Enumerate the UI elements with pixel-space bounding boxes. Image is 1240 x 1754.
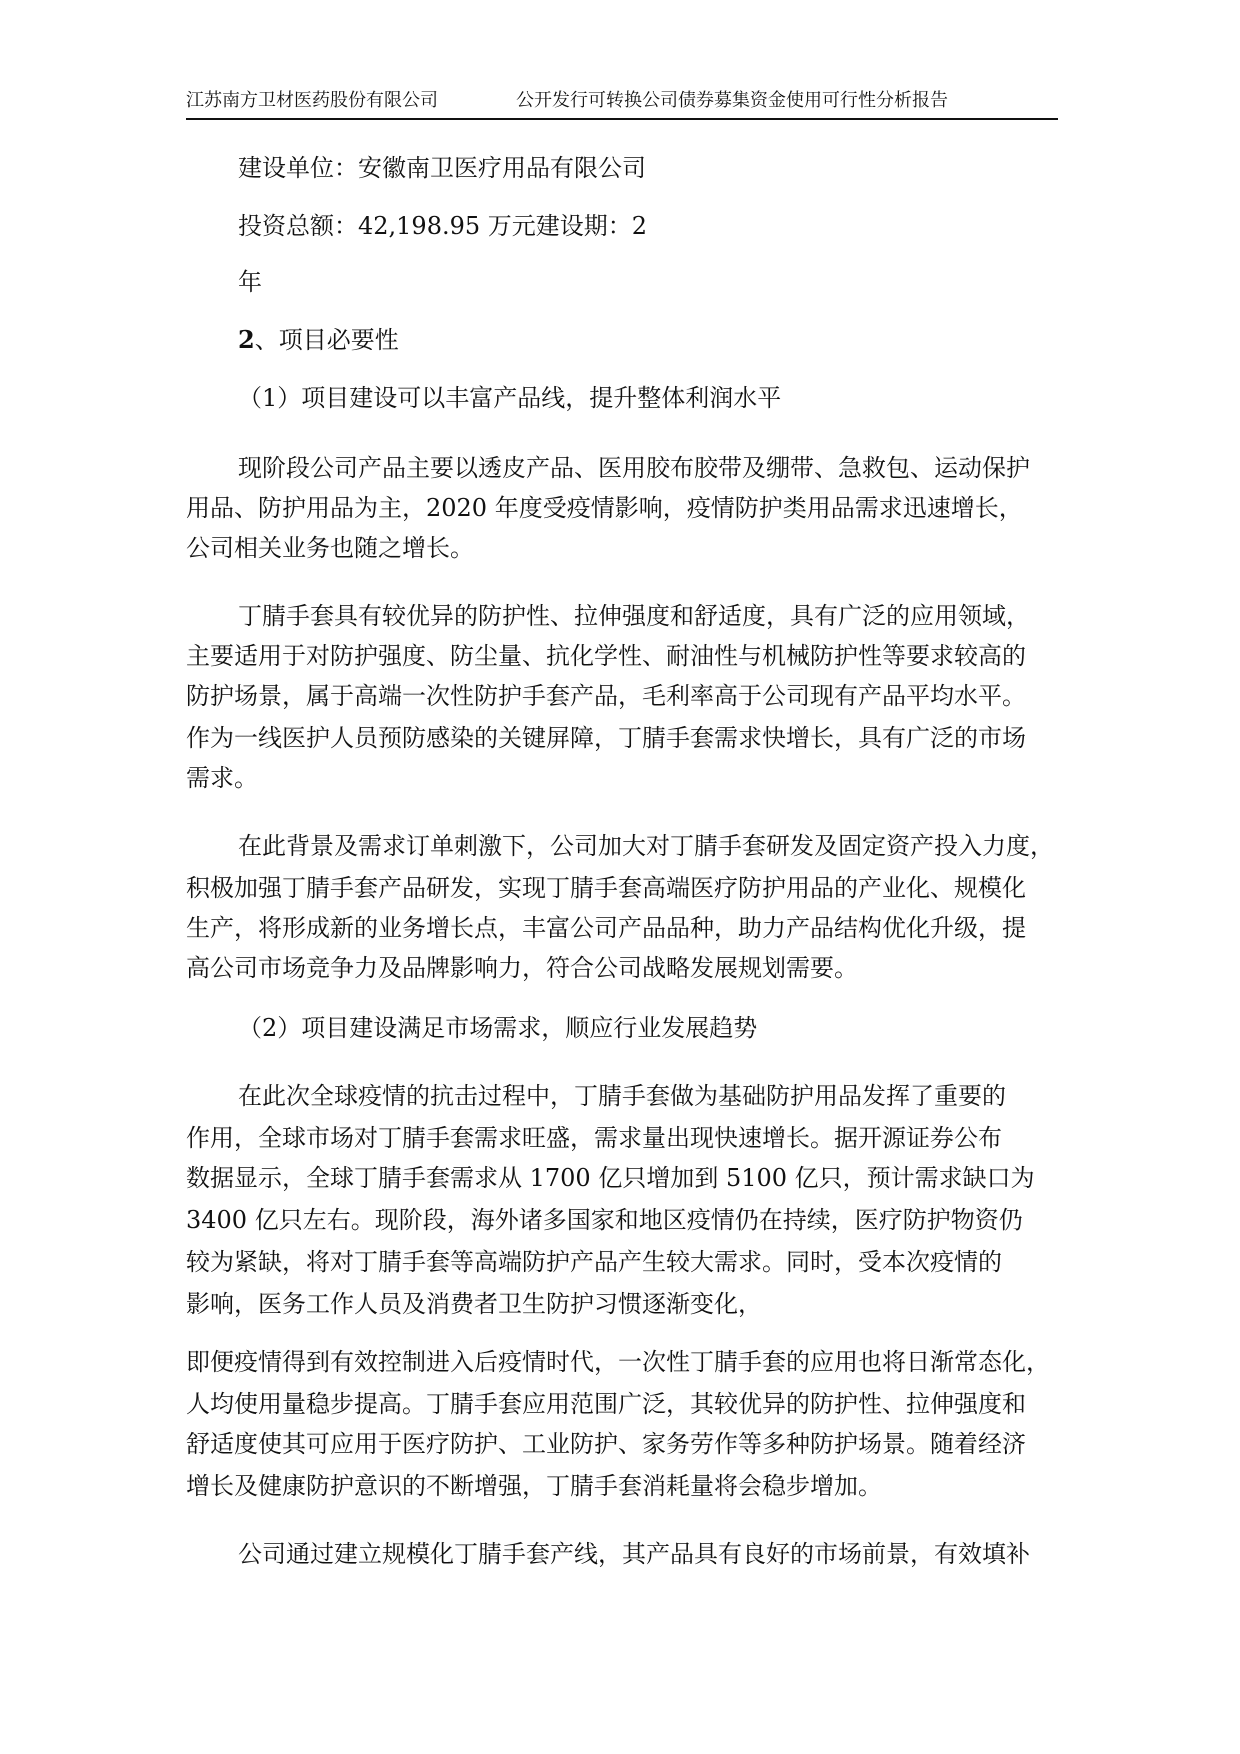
paragraph-5-line-4: 增长及健康防护意识的不断增强，丁腈手套消耗量将会稳步增加。 [186, 1472, 882, 1500]
section-title: 、项目必要性 [254, 326, 399, 354]
paragraph-3-line-3: 生产，将形成新的业务增长点，丰富公司产品品种，助力产品结构优化升级，提 [186, 914, 1026, 942]
period-unit-line: 年 [238, 268, 262, 296]
subsection-heading-1: （1）项目建设可以丰富产品线，提升整体利润水平 [238, 384, 782, 412]
paragraph-1-line-1: 现阶段公司产品主要以透皮产品、医用胶布胶带及绷带、急救包、运动保护 [238, 454, 1030, 482]
section-heading [238, 324, 399, 356]
paragraph-1-line-3: 公司相关业务也随之增长。 [186, 534, 474, 562]
builder-line: 建设单位：安徽南卫医疗用品有限公司 [238, 154, 646, 182]
paragraph-2-line-1: 丁腈手套具有较优异的防护性、拉伸强度和舒适度，具有广泛的应用领域， [238, 602, 1030, 630]
header-company-name: 江苏南方卫材医药股份有限公司 [186, 90, 438, 111]
paragraph-3-line-4: 高公司市场竞争力及品牌影响力，符合公司战略发展规划需要。 [186, 954, 858, 982]
paragraph-4-line-6: 影响，医务工作人员及消费者卫生防护习惯逐渐变化， [186, 1290, 762, 1318]
running-header [186, 86, 1058, 120]
header-report-title: 公开发行可转换公司债券募集资金使用可行性分析报告 [516, 90, 948, 111]
paragraph-3-line-1: 在此背景及需求订单刺激下，公司加大对丁腈手套研发及固定资产投入力度， [238, 832, 1054, 860]
paragraph-5-line-3: 舒适度使其可应用于医疗防护、工业防护、家务劳作等多种防护场景。随着经济 [186, 1430, 1026, 1458]
paragraph-2-line-3: 防护场景，属于高端一次性防护手套产品，毛利率高于公司现有产品平均水平。 [186, 682, 1026, 710]
paragraph-4-line-4: 3400 亿只左右。现阶段，海外诸多国家和地区疫情仍在持续，医疗防护物资仍 [186, 1206, 1023, 1234]
investment-line: 投资总额：42,198.95 万元建设期：2 [238, 212, 648, 240]
section-number: 2 [238, 325, 255, 354]
paragraph-3-line-2: 积极加强丁腈手套产品研发，实现丁腈手套高端医疗防护用品的产业化、规模化 [186, 874, 1026, 902]
paragraph-2-line-5: 需求。 [186, 764, 258, 792]
subsection-heading-2: （2）项目建设满足市场需求，顺应行业发展趋势 [238, 1014, 758, 1042]
paragraph-4-line-3: 数据显示，全球丁腈手套需求从 1700 亿只增加到 5100 亿只，预计需求缺口为 [186, 1164, 1035, 1192]
paragraph-2-line-2: 主要适用于对防护强度、防尘量、抗化学性、耐油性与机械防护性等要求较高的 [186, 642, 1026, 670]
paragraph-4-line-1: 在此次全球疫情的抗击过程中，丁腈手套做为基础防护用品发挥了重要的 [238, 1082, 1006, 1110]
paragraph-5-line-1: 即便疫情得到有效控制进入后疫情时代，一次性丁腈手套的应用也将日渐常态化， [186, 1348, 1050, 1376]
paragraph-1-line-2: 用品、防护用品为主，2020 年度受疫情影响，疫情防护类用品需求迅速增长， [186, 494, 1023, 522]
paragraph-6-line-1: 公司通过建立规模化丁腈手套产线，其产品具有良好的市场前景，有效填补 [238, 1540, 1030, 1568]
paragraph-4-line-5: 较为紧缺，将对丁腈手套等高端防护产品产生较大需求。同时，受本次疫情的 [186, 1248, 1002, 1276]
paragraph-2-line-4: 作为一线医护人员预防感染的关键屏障，丁腈手套需求快增长，具有广泛的市场 [186, 724, 1026, 752]
paragraph-4-line-2: 作用，全球市场对丁腈手套需求旺盛，需求量出现快速增长。据开源证券公布 [186, 1124, 1002, 1152]
paragraph-5-line-2: 人均使用量稳步提高。丁腈手套应用范围广泛，其较优异的防护性、拉伸强度和 [186, 1390, 1026, 1418]
